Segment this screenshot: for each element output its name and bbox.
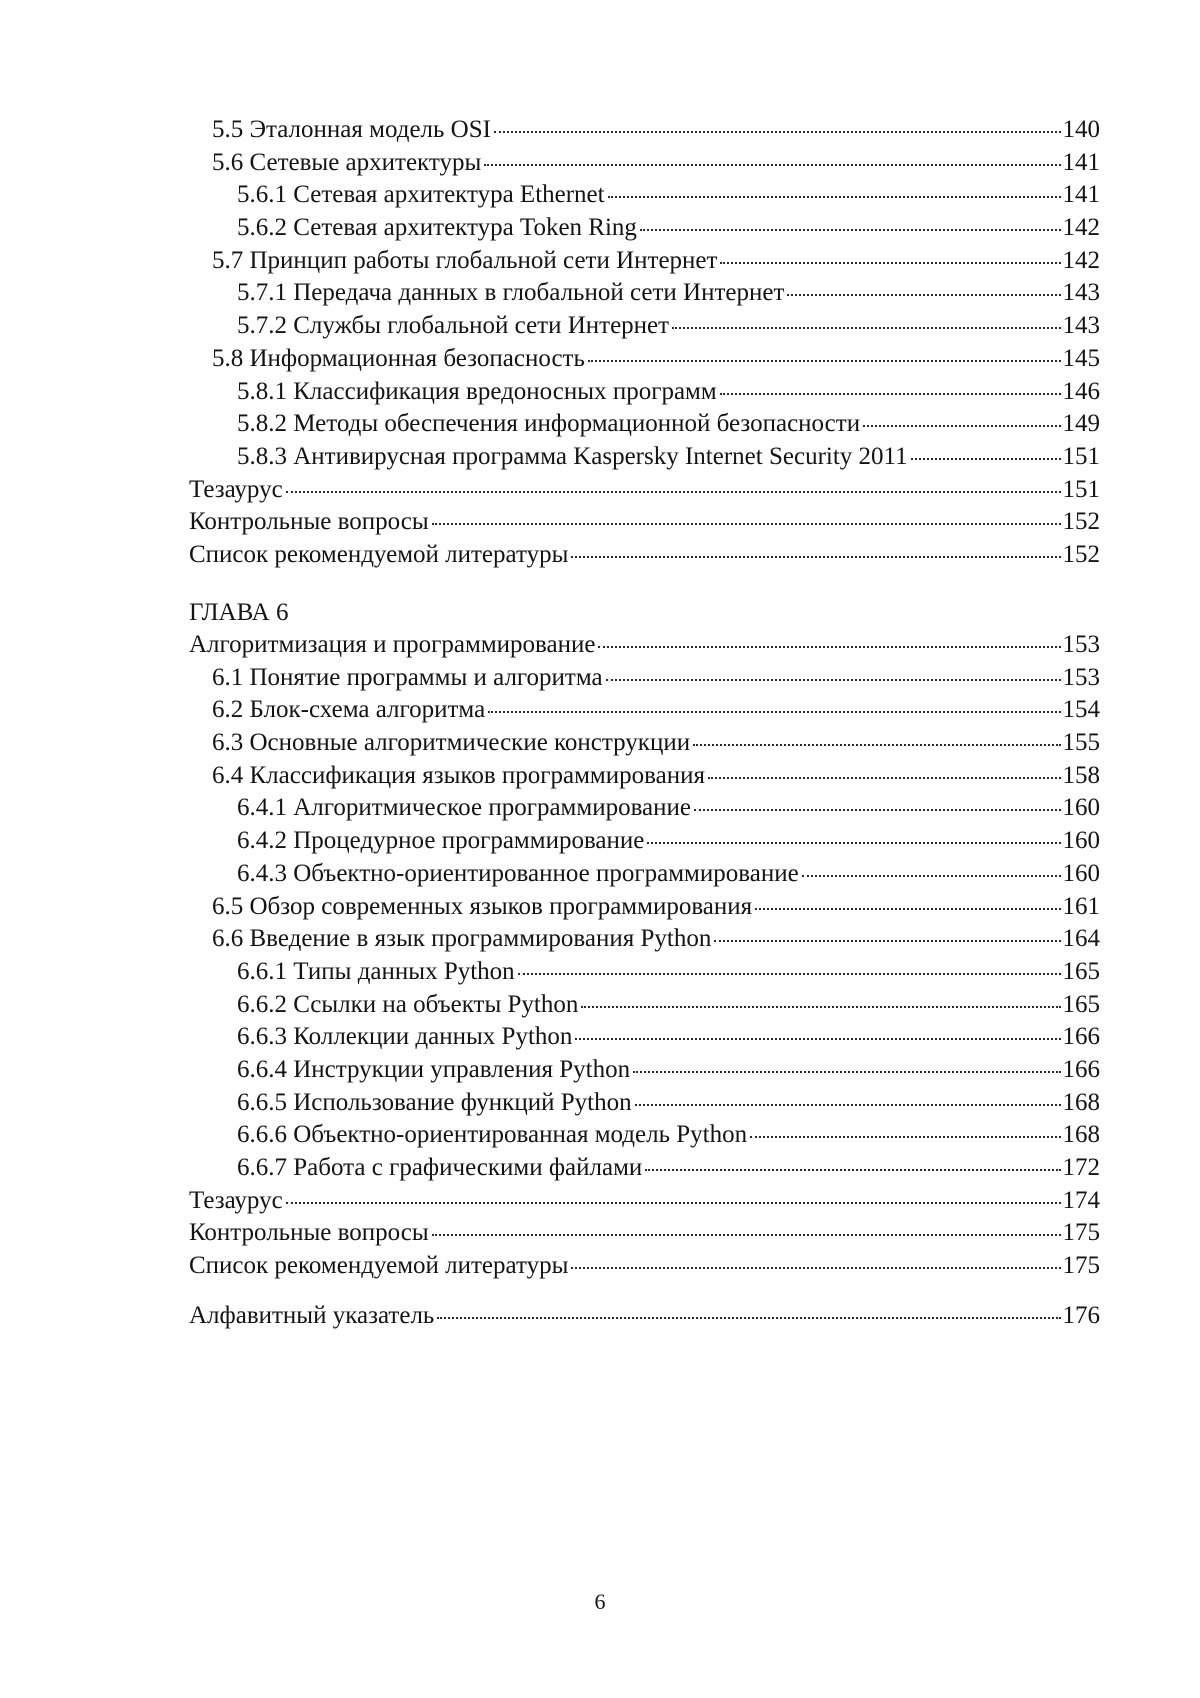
toc-entry-page: 141 (1062, 181, 1100, 209)
toc-entry-title: 6.4.3 Объектно-ориентированное программирование (237, 859, 799, 887)
toc-entry (189, 956, 1100, 989)
toc-entry-page: 175 (1062, 1219, 1100, 1247)
toc-entry-page: 154 (1062, 696, 1100, 724)
page-number: 6 (594, 1589, 606, 1614)
toc-entry-title: 5.7 Принцип работы глобальной сети Интернет (212, 246, 718, 274)
toc-entry (189, 1217, 1100, 1250)
toc-entry-title: 5.6.1 Сетевая архитектура Ethernet (237, 181, 605, 209)
toc-entry (189, 539, 1100, 572)
toc-entry (189, 343, 1100, 376)
toc-entry-title: Список рекомендуемой литературы (189, 540, 569, 568)
dot-leader (633, 1071, 1060, 1073)
toc-entry (189, 923, 1100, 956)
toc-entry-title: 6.6.6 Объектно-ориентированная модель Python (237, 1121, 748, 1149)
toc-entry-title: Список рекомендуемой литературы (189, 1252, 569, 1280)
toc-entry-title: 5.5 Эталонная модель OSI (212, 116, 491, 143)
toc-entry (189, 474, 1100, 507)
dot-leader (755, 908, 1060, 910)
toc-entry-page: 166 (1062, 1023, 1100, 1051)
dot-leader (714, 940, 1060, 942)
toc-entry (189, 179, 1100, 212)
dot-leader (911, 458, 1061, 460)
dot-leader (802, 875, 1061, 877)
toc-entry (189, 760, 1100, 793)
dot-leader (488, 711, 1060, 713)
toc-entry (189, 212, 1100, 245)
toc-section-chapter-6 (189, 629, 1100, 1332)
toc-entry (189, 408, 1100, 441)
toc-entry-page: 168 (1062, 1121, 1100, 1149)
toc-entry (189, 1300, 1100, 1333)
toc-entry-page: 158 (1062, 761, 1100, 789)
dot-leader (286, 1202, 1061, 1204)
toc-entry-title: 5.6.2 Сетевая архитектура Token Ring (237, 214, 637, 242)
toc-entry-page: 160 (1062, 859, 1100, 887)
dot-leader (863, 425, 1060, 427)
toc-entry-page: 164 (1062, 925, 1100, 953)
dot-leader (635, 1104, 1061, 1106)
dot-leader (606, 679, 1061, 681)
toc-entry-title: 5.8.3 Антивирусная программа Kaspersky Internet Security 2011 (237, 442, 908, 470)
toc-entry (189, 1087, 1100, 1120)
dot-leader (750, 1136, 1060, 1138)
dot-leader (647, 842, 1060, 844)
toc-entry (189, 1054, 1100, 1087)
toc-entry-title: 6.6.4 Инструкции управления Python (237, 1055, 631, 1083)
toc-entry-title: Алфавитный указатель (189, 1301, 435, 1329)
toc-entry (189, 1021, 1100, 1054)
toc-entry-title: 6.5 Обзор современных языков программирования (212, 892, 753, 920)
toc-entry (189, 441, 1100, 474)
toc-entry-page: 153 (1062, 663, 1100, 691)
dot-leader (640, 229, 1061, 231)
toc-entry (189, 147, 1100, 180)
toc-entry-title: 6.6.5 Использование функций Python (237, 1088, 632, 1116)
toc-entry-page: 153 (1062, 631, 1100, 658)
toc-entry (189, 629, 1100, 662)
toc-entry-title: 6.6.3 Коллекции данных Python (237, 1023, 573, 1051)
toc-entry-page: 151 (1062, 442, 1100, 470)
toc-entry (189, 114, 1100, 147)
toc-entry-page: 176 (1062, 1301, 1100, 1329)
toc-entry (189, 989, 1100, 1022)
toc-entry-page: 165 (1062, 990, 1100, 1018)
toc-entry-title: 6.1 Понятие программы и алгоритма (212, 663, 603, 691)
toc-entry-page: 152 (1062, 540, 1100, 568)
toc-entry-title: Контрольные вопросы (189, 508, 429, 536)
dot-leader (432, 523, 1061, 525)
toc-entry-title: 6.2 Блок-схема алгоритма (212, 696, 486, 724)
toc-entry-title: Контрольные вопросы (189, 1219, 429, 1247)
toc-entry (189, 727, 1100, 760)
dot-leader (437, 1317, 1060, 1319)
toc-entry-title: 5.8.2 Методы обеспечения информационной безопасности (237, 410, 861, 438)
toc-entry-page: 143 (1062, 279, 1100, 307)
dot-leader (571, 1267, 1060, 1269)
toc-entry-title: 5.8 Информационная безопасность (212, 344, 585, 372)
toc-entry-page: 166 (1062, 1055, 1100, 1083)
toc-entry-page: 161 (1062, 892, 1100, 920)
toc-entry (189, 376, 1100, 409)
toc-entry-page: 155 (1062, 729, 1100, 757)
toc-entry-page: 174 (1062, 1186, 1100, 1214)
toc-entry (189, 245, 1100, 278)
toc-entry-page: 143 (1062, 312, 1100, 340)
toc-entry-page: 142 (1062, 246, 1100, 274)
toc-entry-title: 6.6 Введение в язык программирования Python (212, 925, 712, 953)
dot-leader (575, 1038, 1060, 1040)
toc-section-chapter-5 (189, 114, 1100, 572)
toc-entry-page: 142 (1062, 214, 1100, 242)
toc-entry-page: 172 (1062, 1154, 1100, 1181)
dot-leader (581, 1006, 1060, 1008)
toc-entry-title: 6.4 Классификация языков программирования (212, 761, 705, 789)
toc-entry-page: 145 (1062, 344, 1100, 372)
dot-leader (672, 327, 1060, 329)
toc-entry-page: 146 (1062, 377, 1100, 405)
toc-entry (189, 891, 1100, 924)
toc-entry-title: 6.6.2 Ссылки на объекты Python (237, 990, 579, 1018)
toc-entry-title: 6.6.1 Типы данных Python (237, 957, 515, 985)
chapter-heading: ГЛАВА 6 (189, 599, 289, 626)
dot-leader (518, 973, 1061, 975)
dot-leader (787, 294, 1060, 296)
toc-entry (189, 310, 1100, 343)
toc-entry-page: 151 (1062, 475, 1100, 503)
toc-entry-page: 140 (1062, 116, 1100, 143)
dot-leader (608, 196, 1061, 198)
dot-leader (588, 360, 1061, 362)
toc-entry-title: 5.7.1 Передача данных в глобальной сети Интернет (237, 279, 785, 307)
toc-entry (189, 1250, 1100, 1283)
toc-entry-page: 168 (1062, 1088, 1100, 1116)
toc-entry (189, 825, 1100, 858)
toc-entry-page: 141 (1062, 148, 1100, 176)
toc-entry (189, 792, 1100, 825)
toc-entry-title: 5.7.2 Службы глобальной сети Интернет (237, 312, 670, 340)
toc-entry-title: 6.4.1 Алгоритмическое программирование (237, 794, 692, 822)
toc-entry-title: Тезаурус (189, 475, 283, 503)
toc-entry-title: 5.6 Сетевые архитектуры (212, 148, 482, 176)
toc-entry-title: 6.4.2 Процедурное программирование (237, 827, 645, 855)
dot-leader (720, 262, 1060, 264)
toc-entry-title: Тезаурус (189, 1186, 283, 1214)
toc-entry (189, 1152, 1100, 1185)
dot-leader (693, 744, 1060, 746)
dot-leader (598, 646, 1060, 648)
dot-leader (694, 809, 1060, 811)
dot-leader (484, 164, 1060, 166)
toc-entry-page: 149 (1062, 410, 1100, 438)
dot-leader (432, 1234, 1061, 1236)
dot-leader (708, 777, 1061, 779)
dot-leader (645, 1169, 1060, 1171)
toc-entry (189, 1185, 1100, 1218)
dot-leader (720, 393, 1061, 395)
toc-entry (189, 662, 1100, 695)
toc-entry-title: 6.3 Основные алгоритмические конструкции (212, 729, 691, 757)
dot-leader (571, 556, 1060, 558)
toc-entry-page: 160 (1062, 794, 1100, 822)
toc-entry (189, 694, 1100, 727)
toc-entry-page: 160 (1062, 827, 1100, 855)
toc-entry-title: Алгоритмизация и программирование (189, 631, 596, 658)
toc-entry-title: 6.6.7 Работа с графическими файлами (237, 1154, 643, 1181)
toc-entry-title: 5.8.1 Классификация вредоносных программ (237, 377, 717, 405)
toc-entry (189, 1119, 1100, 1152)
dot-leader (494, 131, 1061, 133)
toc-entry-page: 152 (1062, 508, 1100, 536)
toc-entry (189, 277, 1100, 310)
toc-entry-page: 175 (1062, 1252, 1100, 1280)
toc-entry (189, 858, 1100, 891)
toc-entry (189, 506, 1100, 539)
toc-entry-page: 165 (1062, 957, 1100, 985)
dot-leader (286, 491, 1061, 493)
